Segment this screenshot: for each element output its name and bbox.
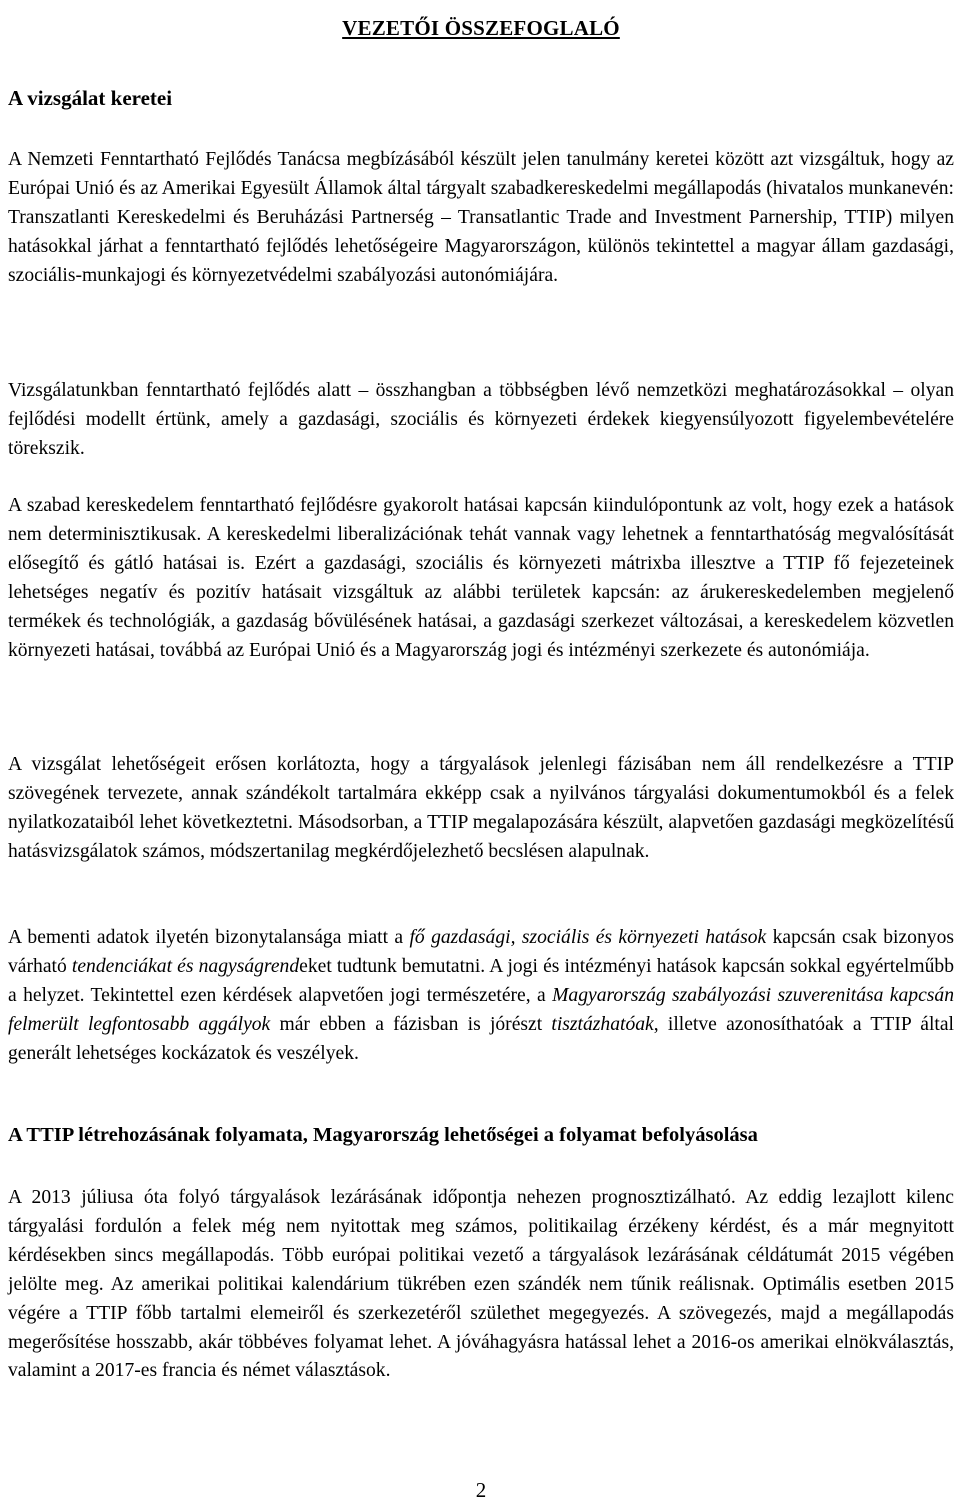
paragraph-limitations: A vizsgálat lehetőségeit erősen korlátozta, hogy a tárgyalások jelenlegi fázisában nem áll rendelkezésre a TTIP szövegének tervezete, annak szándékolt tartalmára ekképp csak a nyilvános tárgyalási dokumentumokból és a felek nyilatkozataiból lehet következtetni. Másodsorban, a TTIP megalapozására készült, alapvetően gazdasági megközelítésű hatásvizsgálatok számos, módszertanilag megkérdőjelezhető becslésen alapulnak. xyxy=(8,754,954,862)
paragraph-trade-effects: A szabad kereskedelem fenntartható fejlődésre gyakorolt hatásai kapcsán kiindulópontunk az volt, hogy ezek a hatások nem determinisztikusak. A kereskedelmi liberalizációnak tehát vannak vagy lehetnek a fenntarthatóság megvalósítását elősegítő és gátló hatásai is. Ezért a gazdasági, szociális és környezeti mátrixba illesztve a TTIP fő fejezeteinek lehetséges negatív és pozitív hatásait vizsgáltuk az alábbi területek kapcsán: az árukereskedelemben megjelenő termékek és technológiák, a gazdaság bővülésének hatásai, a gazdasági szerkezet változásai, a kereskedelem közvetlen környezeti hatásai, továbbá az Európai Unió és a Magyarország jogi és intézményi szerkezete és autonómiája. xyxy=(8,495,954,661)
paragraph-uncertainty: A bementi adatok ilyetén bizonytalansága miatt a fő gazdasági, szociális és környezeti hatások kapcsán csak bizonyos várható tendenciákat és nagyságrendeket tudtunk bemutatni. A jogi és intézményi hatások kapcsán sokkal egyértelműbb a helyzet. Tekintettel ezen kérdések alapvetően jogi természetére, a Magyarország szabályozási szuverenitása kapcsán felmerült legfontosabb aggályok már ebben a fázisban is jórészt tisztázhatóak, illetve azonosíthatóak a TTIP által generált lehetséges kockázatok és veszélyek. xyxy=(8,927,955,1064)
page-number: 2 xyxy=(475,1478,487,1502)
paragraph-sustainable-definition: Vizsgálatunkban fenntartható fejlődés alatt ‒ összhangban a többségben lévő nemzetközi meghatározásokkal ‒ olyan fejlődési modellt értünk, amely a gazdasági, szociális és környezeti érdekek kiegyensúlyozott figyelembevételére törekszik. xyxy=(8,380,954,459)
section-heading-framework: A vizsgálat keretei xyxy=(8,86,173,110)
paragraph-negotiation-timeline: A 2013 júliusa óta folyó tárgyalások lezárásának időpontja nehezen prognosztizálható. Az eddig lezajlott kilenc tárgyalási fordulón a felek még nem nyitottak meg számos, politikailag érzékeny kérdést, és a már megnyitott kérdésekben sincs megállapodás. Több európai politikai vezető a tárgyalások lezárásának céldátumát 2015 végében jelölte meg. Az amerikai politikai kalendárium tükrében ezen szándék nem tűnik reálisnak. Optimális esetben 2015 végére a TTIP főbb tartalmi elemeiről és szerkezetéről születhet megegyezés. A szövegezés, majd a megállapodás megerősítése hosszabb, akár többéves folyamat lehet. A jóváhagyásra hatással lehet a 2016-os amerikai elnökválasztás, valamint a 2017-es francia és német választások. xyxy=(8,1187,954,1382)
paragraph-study-scope: A Nemzeti Fenntartható Fejlődés Tanácsa megbízásából készült jelen tanulmány keretei között azt vizsgáltuk, hogy az Európai Unió és az Amerikai Egyesült Államok által tárgyalt szabadkereskedelmi megállapodás (hivatalos munkanevén: Transzatlanti Kereskedelmi és Beruházási Partnerség ‒ Transatlantic Trade and Investment Parnership, TTIP) milyen hatásokkal járhat a fenntartható fejlődés lehetőségeire Magyarországon, különös tekintettel a magyar állam gazdasági, szociális-munkajogi és környezetvédelmi szabályozási autonómiájára. xyxy=(8,149,954,286)
section-heading-ttip-process: A TTIP létrehozásának folyamata, Magyarország lehetőségei a folyamat befolyásolása xyxy=(8,1124,758,1146)
document-title: VEZETŐI ÖSSZEFOGLALÓ xyxy=(342,16,620,41)
